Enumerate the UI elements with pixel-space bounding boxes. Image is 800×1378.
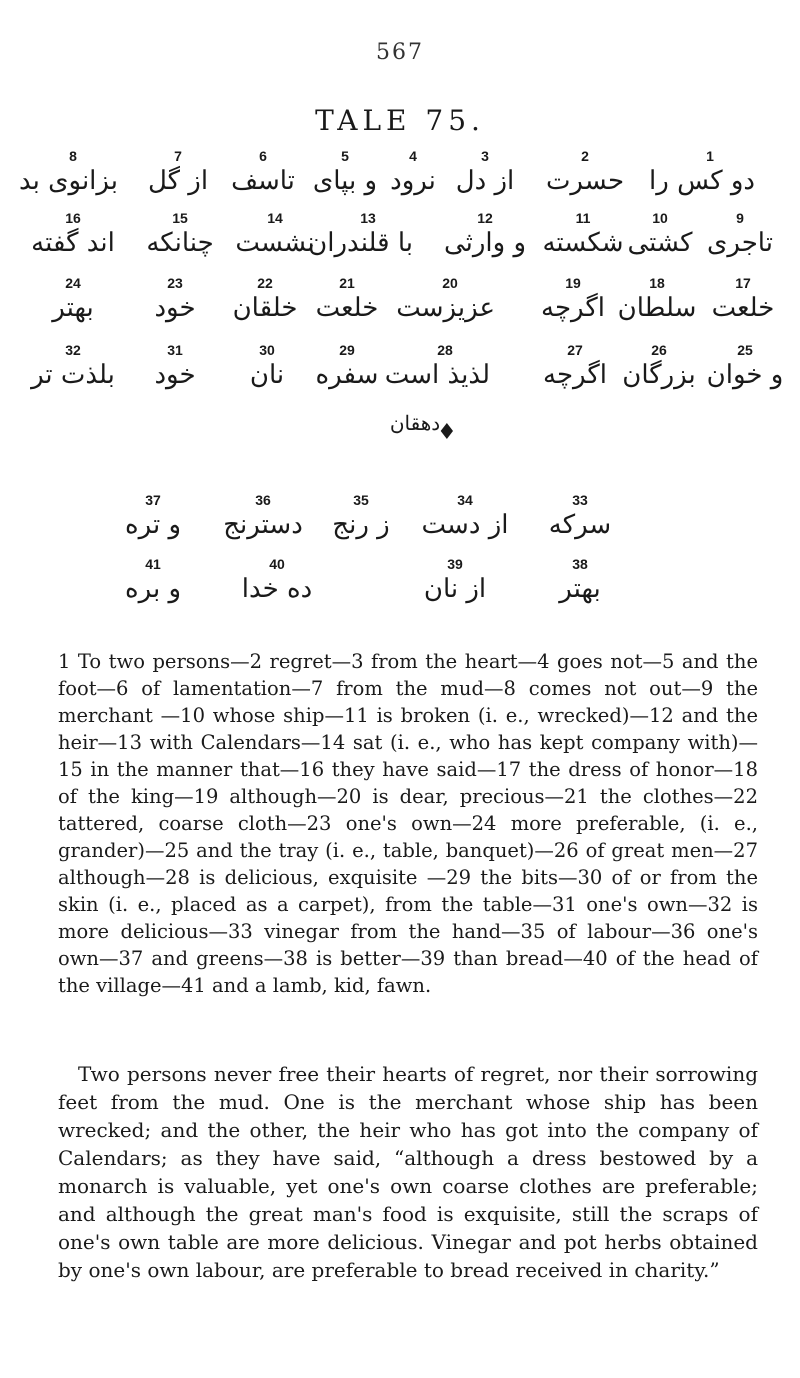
word-cell: 32 بلذت تر [31,342,115,390]
page-number: 567 [376,40,424,65]
word-cell: 13 با قلندران [308,210,413,258]
word-cell: 17 خلعت [711,275,775,323]
word-cell: 3 از دل [455,148,515,196]
word-cell: 6 تاسف [231,148,295,196]
word-cell: 38 بهتر [559,556,601,604]
word-cell: 31 خود [154,342,196,390]
word-cell: 10 کشتی [627,210,693,258]
word-cell: 27 اگرچه [543,342,607,390]
word-cell: 18 سلطان [617,275,697,323]
word-cell: 22 خلقان [232,275,298,323]
word-cell: 39 از نان [423,556,487,604]
word-cell: 23 خود [154,275,196,323]
word-cell: 37 و تره [124,492,182,540]
word-cell: 2 حسرت [545,148,625,196]
word-cell: 41 و بره [124,556,182,604]
word-cell: 15 چنانکه [146,210,214,258]
word-cell: 25 و خوان [706,342,784,390]
word-cell: 28 لذیذ است [384,342,490,390]
word-cell: 4 نرود [390,148,436,196]
word-cell: 5 و بپای [312,148,378,196]
word-cell: 11 شکسته [542,210,624,258]
word-cell: 14 نشست [235,210,315,258]
word-cell: 30 نان [249,342,285,390]
word-cell: 26 بزرگان [622,342,696,390]
word-cell: 36 دسترنج [223,492,303,540]
word-cell: 35 ز رنج [332,492,390,540]
word-cell: 1 دو کس را [649,148,755,196]
tale-title: TALE 75. [315,104,485,137]
ornament-mark: ♦ [437,420,457,445]
word-cell: 9 تاجری [707,210,773,258]
word-cell: 33 سرکه [548,492,612,540]
word-cell: 20 عزیزست [396,275,495,323]
word-cell: 12 و وارثی [443,210,527,258]
word-cell: 21 خلعت [315,275,379,323]
word-cell: 34 از دست [421,492,509,540]
prose-translation: Two persons never free their hearts of regret, nor their sorrowing feet from the mud. One is the merchant whose ship has been wrecked; and the other, the heir who has got into the company of Calendars; as they have said, “although a dress bestowed by a monarch is valuable, yet one's own coarse clothes are preferable; and although the great man's food is exquisite, still the scraps of one's own table are more delicious. Vinegar and pot herbs obtained by one's own labour, are preferable to bread received in charity.” [58,1062,758,1282]
word-cell: 24 بهتر [52,275,94,323]
word-cell: 40 ده خدا [241,556,313,604]
word-cell: 8 بزانوی بد [19,148,118,196]
word-cell-continuation: دهقان [389,411,441,435]
word-cell: 29 سفره [315,342,379,390]
word-by-word-translation: 1 To two persons—2 regret—3 from the heart—4 goes not—5 and the foot—6 of lamentation—7 from the mud—8 comes not out—9 the merchant —10 whose ship—11 is broken (i. e., wrecked)—12 and the heir—13 with Calendars—14 sat (i. e., who has kept company with)—15 in the manner that—16 they have said—17 the dress of honor—18 of the king—19 although—20 is dear, precious—21 the clothes—22 tattered, coarse cloth—23 one's own—24 more preferable, (i. e., grander)—25 and the tray (i. e., table, banquet)—26 of great men—27 although—28 is delicious, exquisite —29 the bits—30 of or from the skin (i. e., placed as a carpet), from the table—31 one's own—32 is more delicious—33 vinegar from the hand—35 of labour—36 one's own—37 and greens—38 is better—39 than bread—40 of the head of the village—41 and a lamb, kid, fawn. [58,650,758,997]
word-cell: 7 از گل [147,148,209,196]
word-cell: 19 اگرچه [541,275,605,323]
word-cell: 16 اند گفته [31,210,115,258]
